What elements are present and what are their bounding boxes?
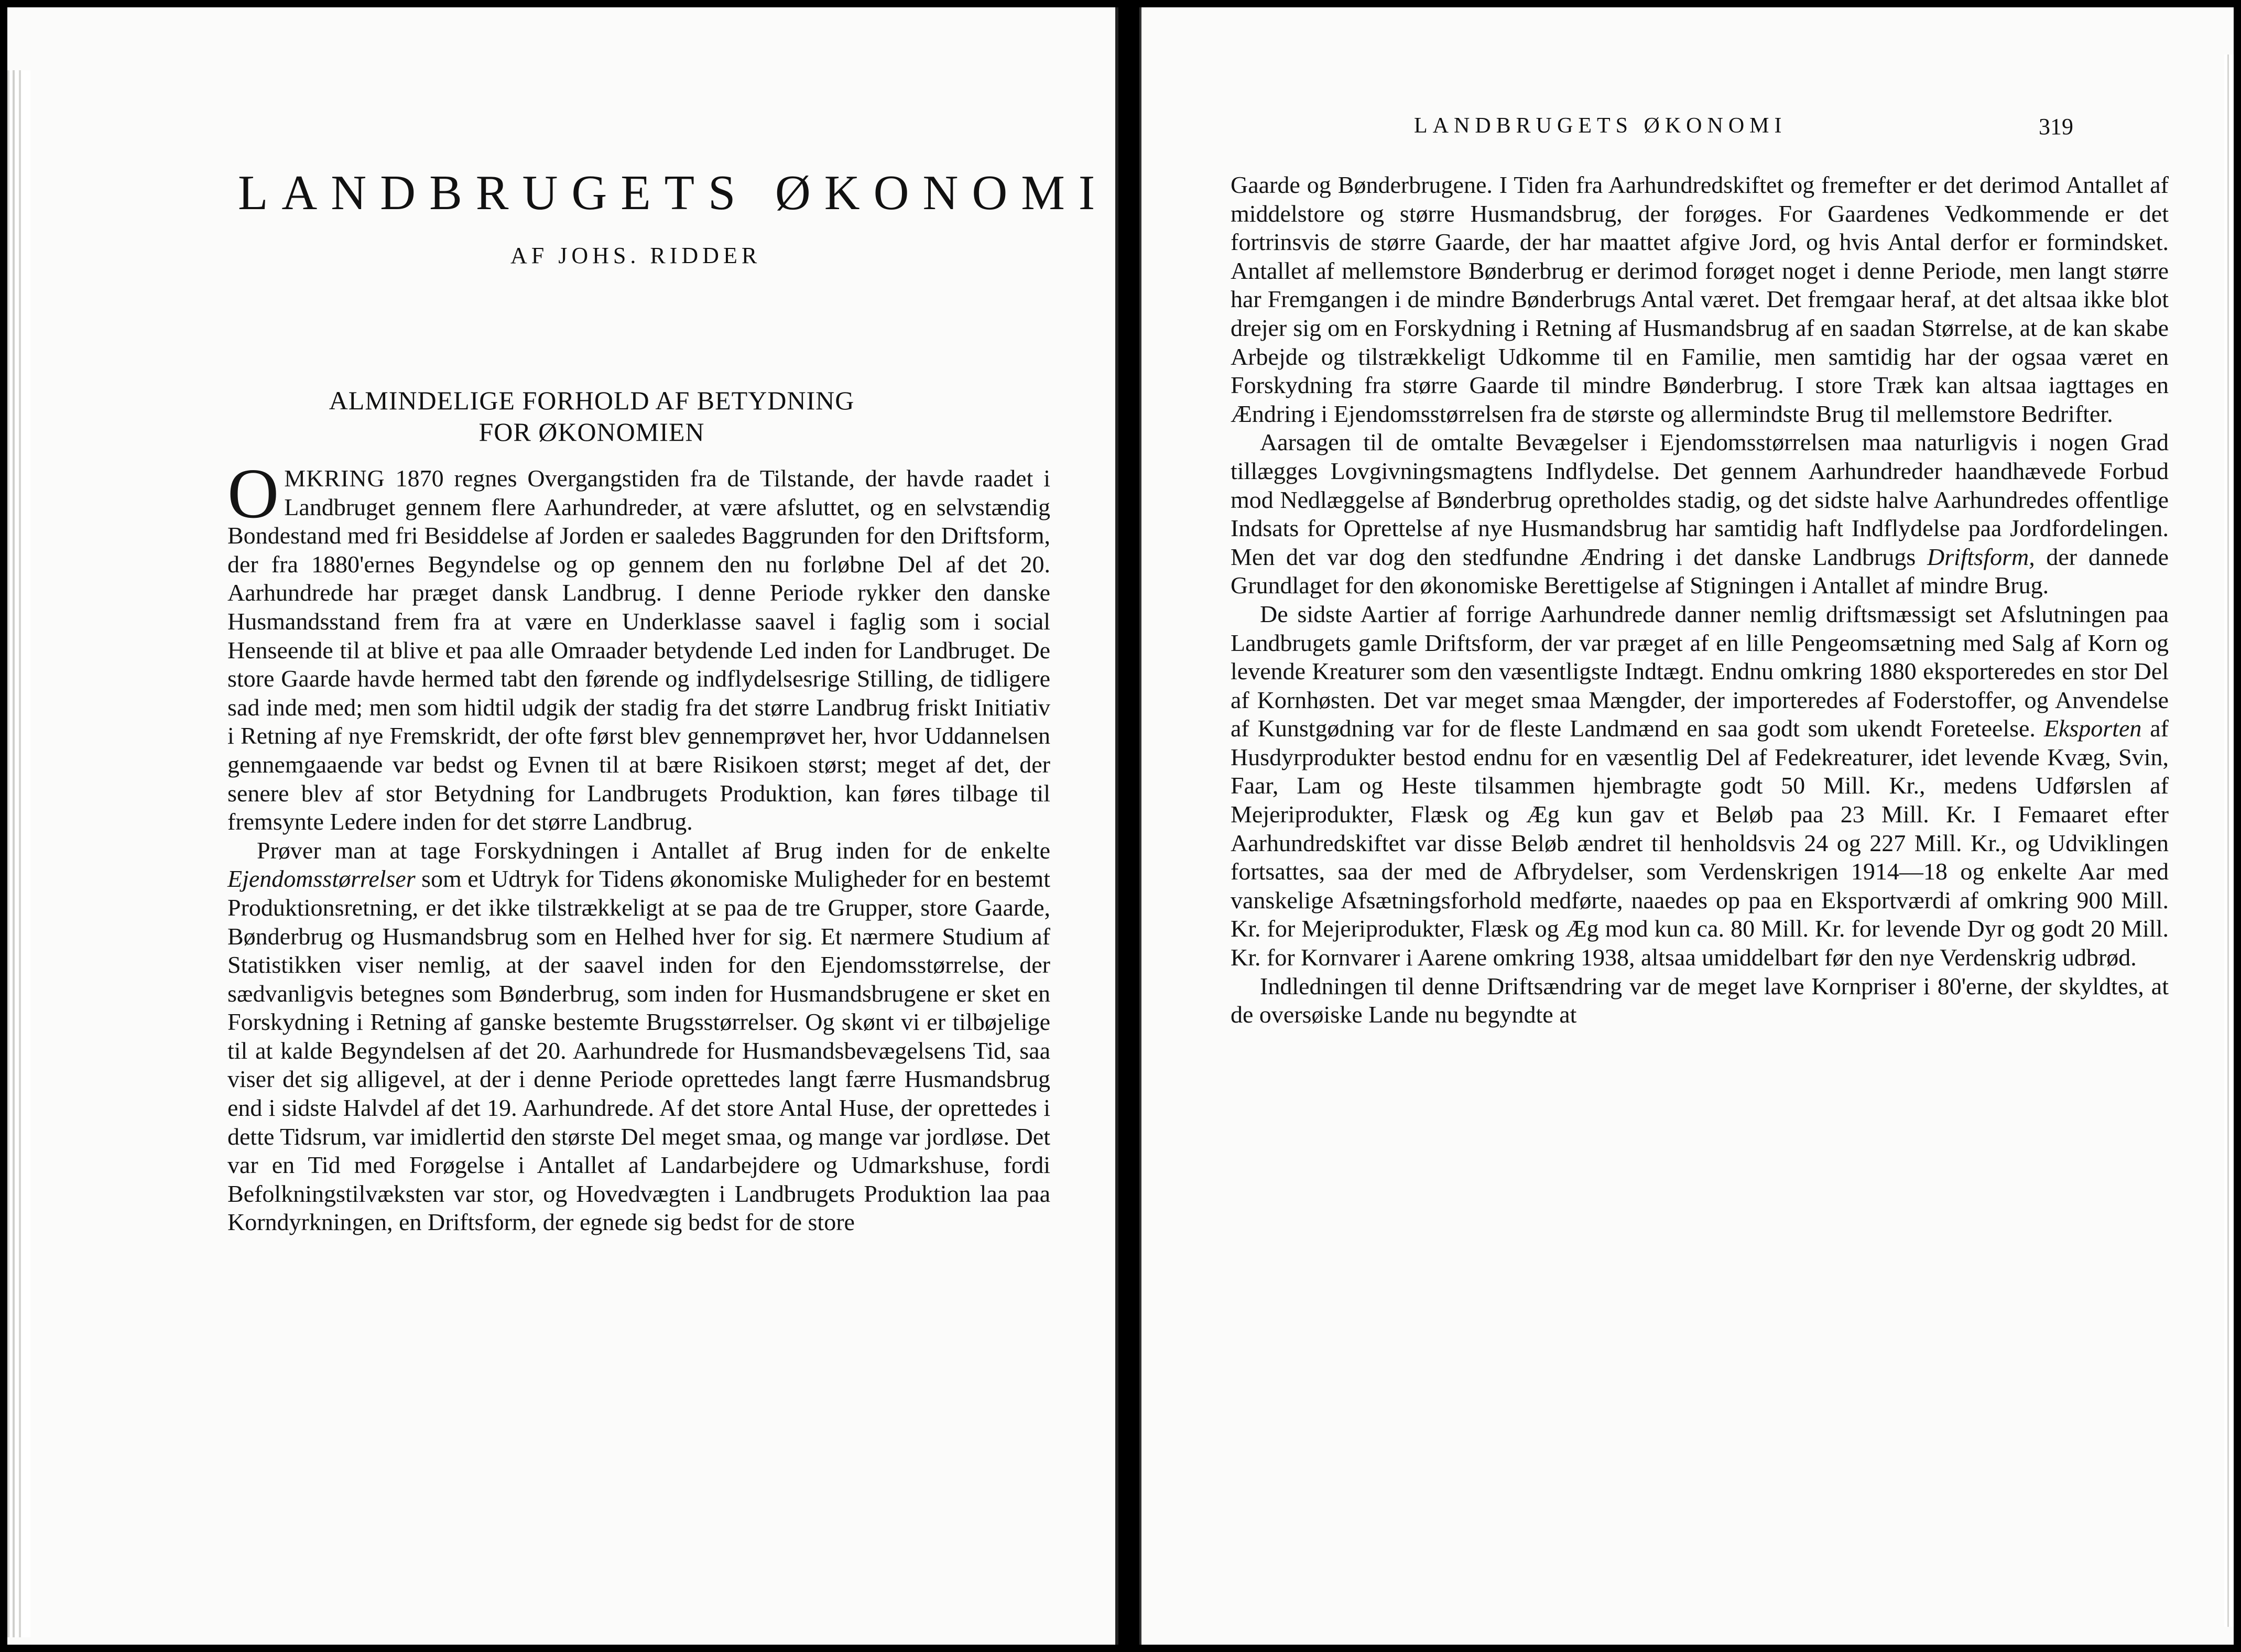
paragraph-lead-word: MKRING bbox=[284, 465, 385, 492]
left-page bbox=[7, 7, 1118, 1645]
right-page-body bbox=[1231, 171, 2169, 1029]
paragraph-1: Gaarde og Bønderbrugene. I Tiden fra Aarhundredskiftet og fremefter er det derimod Antallet af middelstore og større Husmandsbrug, der forøges. For Gaardenes Vedkommende er det fortrinsvis de større Gaarde, der har maattet afgive Jord, og hvis Antal derfor er formindsket. Antallet af mellemstore Bønderbrug er derimod forøget noget i denne Periode, men langt større har Fremgangen i de mindre Bønderbrugs Antal været. Det fremgaar heraf, at det altsaa ikke blot drejer sig om en Forskydning i Retning af Husmandsbrug af en saadan Størrelse, at de kan skabe Arbejde og tilstrækkeligt Udkomme til en Familie, men samtidig har der ogsaa været en Forskydning fra større Gaarde til mindre Bønderbrug. I store Træk kan altsaa iagttages en Ændring i Ejendomsstørrelsen fra de største og allermindste Brug til mellemstore Bedrifter. bbox=[1231, 171, 2169, 427]
section-heading-line-1: ALMINDELIGE FORHOLD AF BETYDNING bbox=[329, 386, 855, 415]
page-stack-edge bbox=[7, 70, 30, 1637]
drop-cap: O bbox=[227, 454, 279, 533]
paragraph-2 bbox=[1231, 428, 2169, 600]
page-number: 319 bbox=[2039, 114, 2073, 139]
page-stack-edge bbox=[2224, 55, 2234, 1627]
right-page bbox=[1139, 7, 2234, 1645]
paragraph-text: Prøver man at tage Forskydningen i Antallet af Brug inden for de enkelte bbox=[257, 836, 1050, 864]
paragraph-text: 1870 regnes Overgangstiden fra de Tilstande, der havde raadet i Landbruget gennem flere Aarhundreder, at være afsluttet, og en selvstændig Bondestand med fri Besiddelse af Jorden er saaledes Baggrunden for den Driftsform, der fra 1880'ernes Begyndelse og op gennem den nu forløbne Del af det 20. Aarhundrede har præget dansk Landbrug. I denne Periode rykker den danske Husmandsstand frem fra at være en Underklasse saavel i faglig som i social Henseende til at blive et paa alle Omraader betydende Led inden for Landbruget. De store Gaarde havde hermed tabt den førende og indflydelsesrige Stilling, de tidligere sad inde med; men som hidtil udgik der stadig fra det større Landbrug friskt Initiativ i Retning af nye Fremskridt, der ofte først blev gennemprøvet her, hvor Uddannelsen gennemgaaende var bedst og Evnen til at bære Risikoen størst; meget af det, der senere blev af stor Betydning for Landbrugets Produktion, kan føres tilbage til fremsynte Ledere inden for det større Landbrug. bbox=[227, 465, 1050, 835]
book-gutter bbox=[1118, 7, 1139, 1645]
paragraph-text: der dannede Grundlaget for den økonomiske Berettigelse af Stigningen i Antallet af mindre Brug. bbox=[1231, 543, 2169, 599]
chapter-title: LANDBRUGETS ØKONOMI bbox=[238, 166, 1109, 220]
emphasis-term: Driftsform, bbox=[1927, 543, 2035, 570]
running-head: LANDBRUGETS ØKONOMI bbox=[1414, 114, 1787, 138]
paragraph-text: Aarsagen til de omtalte Bevægelser i Ejendomsstørrelsen maa naturligvis i nogen Grad tillægges Lovgivningsmagtens Indflydelse. Det gennem Aarhundreder haandhævede Forbud mod Nedlæggelse af Bønderbrug opretholdes stadig, og det sidste halve Aarhundredes offentlige Indsats for Oprettelse af nye Husmandsbrug har samtidig haft Indflydelse paa Jordfordelingen. Men det var dog den stedfundne Ændring i det danske Landbrugs bbox=[1231, 429, 2169, 570]
paragraph-4: Indledningen til denne Driftsændring var de meget lave Kornpriser i 80'erne, der skyldtes, at de oversøiske Lande nu begyndte at bbox=[1231, 972, 2169, 1028]
emphasis-term: Eksporten bbox=[2043, 715, 2142, 742]
section-heading-line-2: FOR ØKONOMIEN bbox=[478, 417, 705, 447]
paragraph-2 bbox=[227, 836, 1050, 1237]
emphasis-term: Ejendomsstørrelser bbox=[227, 865, 416, 893]
author-line: AF JOHS. RIDDER bbox=[510, 243, 761, 268]
paragraph-text: af Husdyrprodukter bestod endnu for en væsentlig Del af Fedekreaturer, idet levende Kvæg, Svin, Faar, Lam og Heste tilsammen hjembragte godt 50 Mill. Kr., medens Udførslen af Mejeriprodukter, Flæsk og Æg kun gav et Beløb paa 23 Mill. Kr. I Femaaret efter Aarhundredskiftet var disse Beløb ændret til henholdsvis 24 og 227 Mill. Kr., og Udviklingen fortsattes, saa der med de Afbrydelser, som Verdenskrigen 1914—18 og enkelte Aar med vanskelige Afsætningsforhold medførte, naaedes op paa en Eksportværdi af omkring 900 Mill. Kr. for Mejeriprodukter, Flæsk og Æg mod kun ca. 80 Mill. Kr. for levende Dyr og godt 20 Mill. Kr. for Kornvarer i Aarene omkring 1938, altsaa umiddelbart før den nye Verdenskrig udbrød. bbox=[1231, 715, 2169, 971]
section-heading bbox=[227, 385, 956, 448]
paragraph-1 bbox=[227, 454, 1050, 836]
paragraph-text: som et Udtryk for Tidens økonomiske Muligheder for en bestemt Produktionsretning, er det ikke tilstrækkeligt at se paa de tre Grupper, store Gaarde, Bønderbrug og Husmandsbrug som en Helhed hver for sig. Et nærmere Studium af Statistikken viser nemlig, at der saavel inden for den Ejendomsstørrelse, der sædvanligvis betegnes som Bønderbrug, som inden for Husmandsbrugene er sket en Forskydning i Retning af ganske bestemte Brugsstørrelser. Og skønt vi er tilbøjelige til at kalde Begyndelsen af det 20. Aarhundrede for Husmandsbevægelsens Tid, saa viser det sig alligevel, at der i denne Periode oprettedes langt færre Husmandsbrug end i sidste Halvdel af det 19. Aarhundrede. Af det store Antal Huse, der oprettedes i dette Tidsrum, var imidlertid den største Del meget smaa, og mange var jordløse. Det var en Tid med Forøgelse i Antallet af Landarbejdere og Udmarkshuse, fordi Befolkningstilvæksten var stor, og Hovedvægten i Landbrugets Produktion laa paa Korndyrkningen, en Driftsform, der egnede sig bedst for de store bbox=[227, 865, 1050, 1236]
left-page-body bbox=[227, 454, 1050, 1237]
paragraph-3 bbox=[1231, 600, 2169, 972]
paragraph-text: De sidste Aartier af forrige Aarhundrede danner nemlig driftsmæssigt set Afslutningen paa Landbrugets gamle Driftsform, der var præget af en lille Pengeomsætning med Salg af Korn og levende Kreaturer som den væsentligste Indtægt. Endnu omkring 1880 eksporteredes en stor Del af Kornhøsten. Det var meget smaa Mængder, der importeredes af Foderstoffer, og Anvendelse af Kunstgødning var for de fleste Landmænd en saa godt som ukendt Foreteelse. bbox=[1231, 600, 2169, 742]
